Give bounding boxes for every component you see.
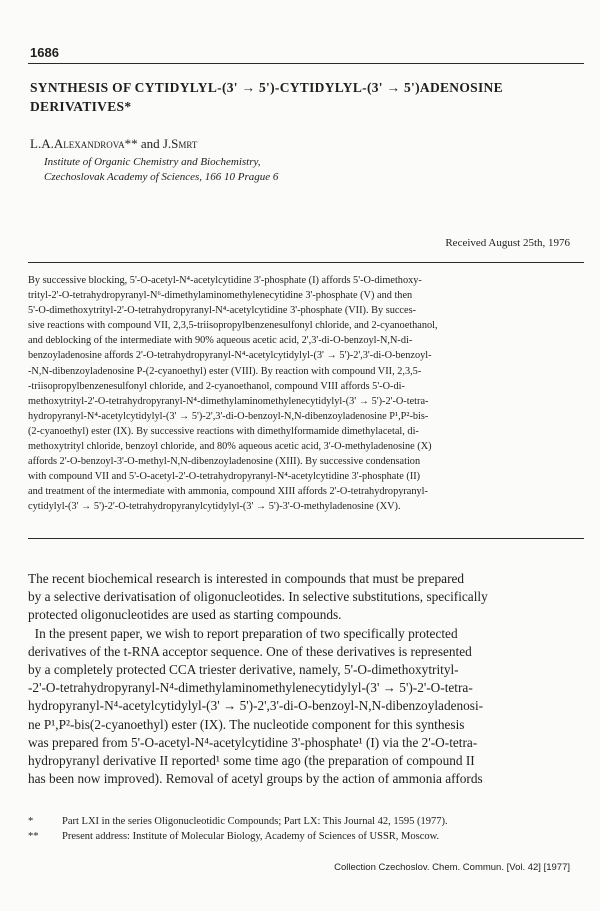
author-footnote-mark: ** <box>124 136 138 151</box>
body-line: The recent biochemical research is interested in compounds that must be prepared <box>28 571 465 586</box>
footnote-mark: * <box>28 816 34 827</box>
received-date: Received August 25th, 1976 <box>445 237 570 249</box>
abstract-line: -triisopropylbenzenesulfonyl chloride, and 2-cyanoethanol, compound VIII affords 5'-O-di- <box>28 380 405 392</box>
abstract-line: cytidylyl-(3' → 5')-2'-O-tetrahydropyranylcytidylyl-(3' → 5')-3'-O-methyladenosine (XV). <box>28 501 401 513</box>
header-rule <box>28 63 584 64</box>
abstract-line: -N,N-dibenzoyladenosine P-(2-cyanoethyl) ester (VIII). By reaction with compound VII, 2,3,5- <box>28 365 422 377</box>
abstract-line: trityl-2'-O-tetrahydropyranyl-N⁶-dimethylaminomethylenecytidine 3'-phosphate (V) and then <box>28 290 413 302</box>
abstract-line: and treatment of the intermediate with ammonia, compound XIII affords 2'-O-tetrahydropyranyl- <box>28 486 428 498</box>
abstract-line: 5'-O-dimethoxytrityl-2'-O-tetrahydropyranyl-N⁴-acetylcytidine 3'-phosphate (VII). By succes- <box>28 305 417 317</box>
body-line: by a completely protected CCA triester derivative, namely, 5'-O-dimethoxytrityl- <box>28 662 459 678</box>
abstract-line: and deblocking of the intermediate with 90% aqueous acetic acid, 2',3'-di-O-benzoyl-N,N-di- <box>28 335 413 347</box>
abstract-line: By successive blocking, 5'-O-acetyl-N⁴-acetylcytidine 3'-phosphate (I) affords 5'-O-dimethoxy- <box>28 275 422 286</box>
abstract-top-rule <box>28 262 584 263</box>
page-number: 1686 <box>30 45 59 60</box>
body-line: In the present paper, we wish to report preparation of two specifically protected <box>28 625 458 641</box>
article-title <box>30 78 578 116</box>
abstract-line: (2-cyanoethyl) ester (IX). By successive reactions with dimethylformamide dimethylacetal, di- <box>28 425 419 437</box>
footnote-text: Part LXI in the series Oligonucleotidic Compounds; Part LX: This Journal 42, 1595 (1977). <box>62 816 448 827</box>
body-line: -2'-O-tetrahydropyranyl-N⁴-dimethylaminomethylenecytidylyl-(3' → 5')-2'-O-tetra- <box>28 680 473 696</box>
body-line: hydropyranyl-N⁴-acetylcytidylyl-(3' → 5')-2',3'-di-O-benzoyl-N,N-dibenzoyladenosi- <box>28 698 484 714</box>
footnotes <box>28 815 584 844</box>
author-initials: J. <box>162 136 172 151</box>
abstract-line: benzoyladenosine affords 2'-O-tetrahydropyranyl-N⁴-acetylcytidylyl-(3' → 5')-2',3'-di-O-benzoyl- <box>28 350 432 362</box>
body-line: hydropyranyl derivative II reported¹ some time ago (the preparation of compound II <box>28 753 475 769</box>
body-line: has been now improved). Removal of acetyl groups by the action of ammonia affords <box>28 771 483 787</box>
abstract <box>28 273 582 515</box>
body-line: was prepared from 5'-O-acetyl-N⁴-acetylcytidine 3'-phosphate¹ (I) via the 2'-O-tetra- <box>28 734 478 750</box>
abstract-bottom-rule <box>28 538 584 539</box>
abstract-line: with compound VII and 5'-O-acetyl-2'-O-tetrahydropyranyl-N⁴-acetylcytidine 3'-phosphate (II) <box>28 471 421 483</box>
abstract-line: sive reactions with compound VII, 2,3,5-triisopropylbenzenesulfonyl chloride, and 2-cyanoethanol, <box>28 320 438 332</box>
abstract-line: methoxytrityl-2'-O-tetrahydropyranyl-N⁴-dimethylaminomethylenecytidylyl-(3' → 5')-2'-O-tetra- <box>28 395 429 407</box>
abstract-line: hydropyranyl-N⁴-acetylcytidylyl-(3' → 5')-2',3'-di-O-benzoyl-N,N-dibenzoyladenosine P¹,P²-bis- <box>28 410 429 422</box>
title-line: SYNTHESIS OF CYTIDYLYL-(3' → 5')-CYTIDYLYL-(3' → 5')ADENOSINE <box>30 80 503 95</box>
author-name: Smrt <box>171 136 198 151</box>
body-line: ne P¹,P²-bis(2-cyanoethyl) ester (IX). The nucleotide component for this synthesis <box>28 716 465 732</box>
author-conjunction: and <box>137 136 163 151</box>
footnote <box>28 815 584 830</box>
author-name: Alexandrova <box>53 136 125 151</box>
footnote-text: Present address: Institute of Molecular Biology, Academy of Sciences of USSR, Moscow. <box>62 830 440 842</box>
title-line: DERIVATIVES* <box>30 99 132 114</box>
affiliation-line: Czechoslovak Academy of Sciences, 166 10 Prague 6 <box>44 171 279 183</box>
journal-footer: Collection Czechoslov. Chem. Commun. [Vol. 42] [1977] <box>334 862 570 873</box>
affiliation <box>44 155 278 185</box>
body-line: derivatives of the t-RNA acceptor sequence. One of these derivatives is represented <box>28 643 472 659</box>
body-text <box>28 570 584 788</box>
abstract-line: methoxytrityl chloride, benzoyl chloride, and 80% aqueous acetic acid, 3'-O-methyladenosine (X) <box>28 441 432 453</box>
author-initials: L.A. <box>30 136 54 151</box>
footnote-mark: ** <box>28 830 39 842</box>
affiliation-line: Institute of Organic Chemistry and Biochemistry, <box>44 156 261 168</box>
abstract-line: affords 2'-O-benzoyl-3'-O-methyl-N,N-dibenzoyladenosine (XIII). By successive condensation <box>28 456 421 468</box>
authors <box>30 136 197 152</box>
body-line: by a selective derivatisation of oligonucleotides. In selective substitutions, specifically <box>28 589 488 605</box>
body-line: protected oligonucleotides are used as starting compounds. <box>28 607 342 623</box>
footnote <box>28 830 584 845</box>
